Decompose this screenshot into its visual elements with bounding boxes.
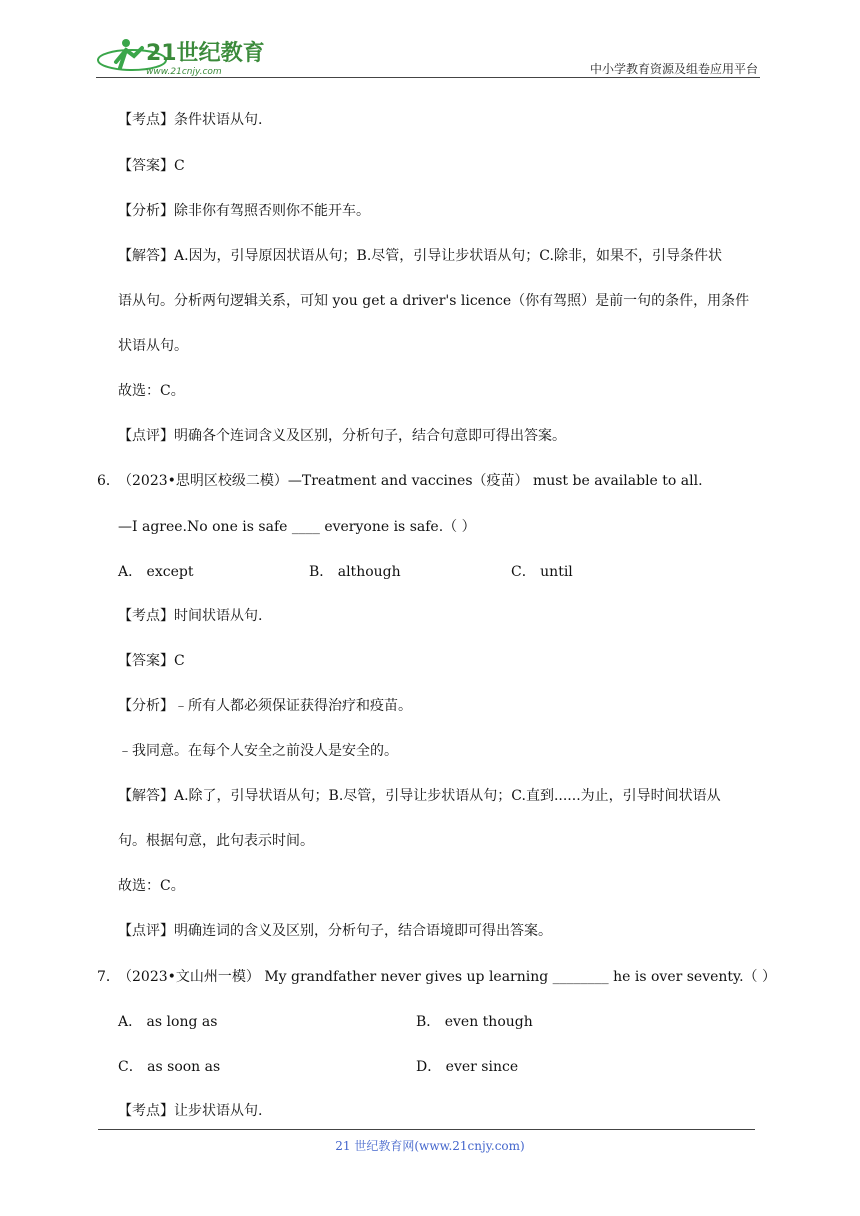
q7-option-a: A． as long as xyxy=(118,1014,218,1030)
q5-fenxi: 【分析】除非你有驾照否则你不能开车。 xyxy=(118,203,370,219)
q6-guxuan: 故选：C。 xyxy=(118,878,185,894)
q6-jieda-line-2: 句。根据句意，此句表示时间。 xyxy=(118,833,314,849)
logo-21cnjy xyxy=(96,34,266,78)
q5-guxuan: 故选：C。 xyxy=(118,383,185,399)
logo-url: www.21cnjy.com xyxy=(146,67,222,77)
q7-option-d: D． ever since xyxy=(416,1059,519,1075)
q6-jieda-line-1: 【解答】A.除了，引导状语从句；B.尽管，引导让步状语从句；C.直到......为止，引导时间状语从 xyxy=(118,788,721,804)
q6-number: 6． xyxy=(97,473,120,489)
q6-option-b: B． although xyxy=(309,564,401,580)
q6-fenxi-line-1: 【分析】﹣所有人都必须保证获得治疗和疫苗。 xyxy=(118,698,412,714)
q6-stem-line-1: （2023•思明区校级二模）—Treatment and vaccines（疫苗） must be available to all. xyxy=(118,473,703,489)
q7-option-c: C． as soon as xyxy=(118,1059,221,1075)
q6-fenxi-line-2: ﹣我同意。在每个人安全之前没人是安全的。 xyxy=(118,743,398,759)
q6-answer: 【答案】C xyxy=(118,653,185,669)
q6-option-a: A． except xyxy=(118,564,194,580)
platform-title: 中小学教育资源及组卷应用平台 xyxy=(589,62,758,76)
header-divider xyxy=(96,77,760,78)
footer-divider xyxy=(98,1129,755,1130)
q6-option-c: C． until xyxy=(511,564,573,580)
q5-kaodian: 【考点】条件状语从句. xyxy=(118,112,263,128)
q6-dianping: 【点评】明确连词的含义及区别，分析句子，结合语境即可得出答案。 xyxy=(118,923,552,939)
q7-stem: （2023•文山州一模） My grandfather never gives up learning ________ he is over seventy.（ ） xyxy=(118,969,777,985)
q5-jieda-line-1: 【解答】A.因为，引导原因状语从句；B.尽管，引导让步状语从句；C.除非，如果不，引导条件状 xyxy=(118,248,722,264)
q5-dianping: 【点评】明确各个连词含义及区别，分析句子，结合句意即可得出答案。 xyxy=(118,428,566,444)
q6-stem-line-2: —I agree.No one is safe ____ everyone is safe.（ ） xyxy=(118,519,476,535)
page-header xyxy=(96,34,760,78)
q7-number: 7． xyxy=(97,969,120,985)
q5-answer: 【答案】C xyxy=(118,158,185,174)
q5-jieda-line-3: 状语从句。 xyxy=(118,338,188,354)
q7-option-b: B． even though xyxy=(416,1014,533,1030)
footer-text: 21 世纪教育网(www.21cnjy.com) xyxy=(335,1139,525,1153)
q7-kaodian: 【考点】让步状语从句. xyxy=(118,1103,263,1119)
q5-jieda-line-2: 语从句。分析两句逻辑关系，可知 you get a driver's licence（你有驾照）是前一句的条件，用条件 xyxy=(118,293,750,309)
q6-kaodian: 【考点】时间状语从句. xyxy=(118,608,263,624)
logo-text: 21世纪教育 xyxy=(146,41,265,66)
